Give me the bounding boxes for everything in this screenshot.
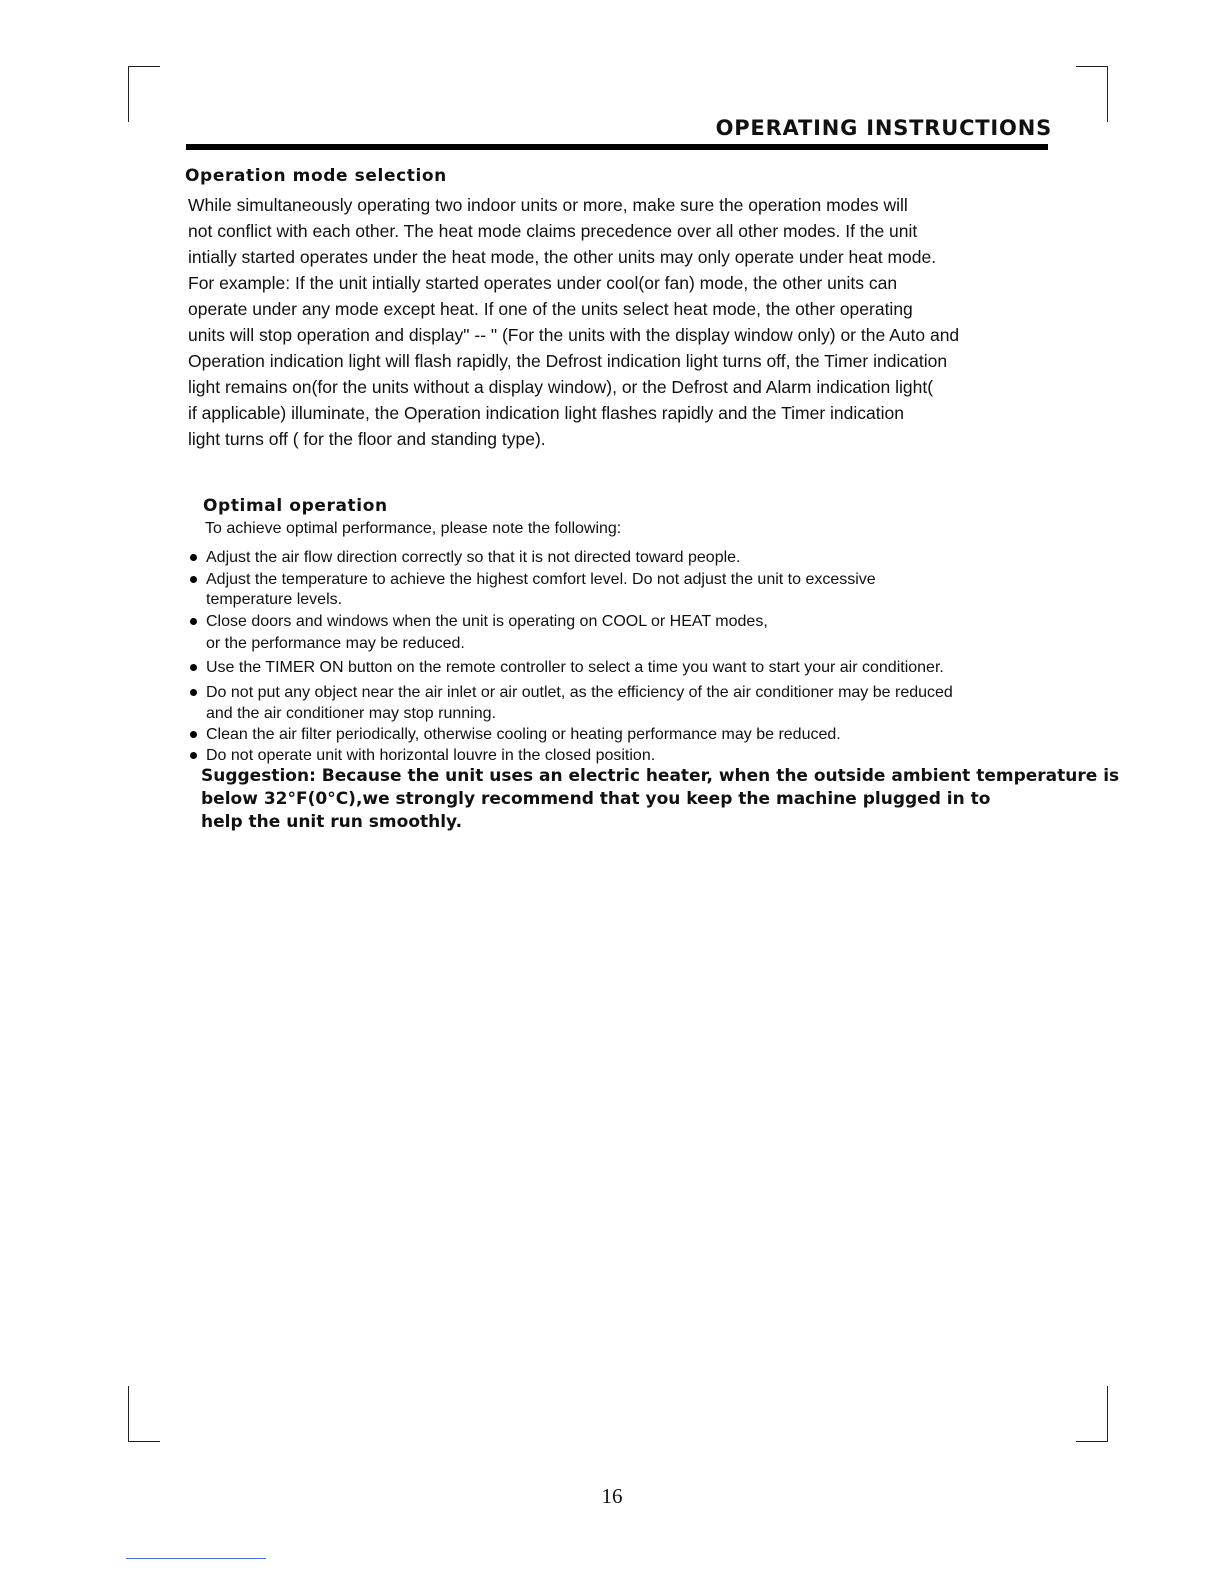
paragraph-line: units will stop operation and display" -- " (For the units with the display window only) or the Auto and: [188, 325, 960, 345]
suggestion-note: [201, 765, 1121, 834]
operation-mode-paragraph: [188, 192, 1128, 452]
crop-mark-bottom-left-vertical: [128, 1386, 129, 1442]
optimal-operation-heading: Optimal operation: [203, 496, 388, 516]
crop-mark-top-left-vertical: [128, 66, 129, 122]
crop-mark-top-right-vertical: [1107, 66, 1108, 122]
paragraph-line: light turns off ( for the floor and standing type).: [188, 429, 546, 449]
paragraph-line: intially started operates under the heat mode, the other units may only operate under heat mode.: [188, 247, 937, 267]
crop-mark-top-left-horizontal: [128, 66, 160, 67]
crop-mark-top-right-horizontal: [1076, 66, 1108, 67]
operation-mode-heading: Operation mode selection: [185, 166, 447, 186]
crop-mark-bottom-right-horizontal: [1076, 1441, 1108, 1442]
paragraph-line: While simultaneously operating two indoor units or more, make sure the operation modes will: [188, 195, 908, 215]
bullet-icon: [190, 731, 197, 738]
header-rule: [186, 144, 1048, 150]
suggestion-line: help the unit run smoothly.: [201, 812, 463, 832]
bullet-icon: [190, 554, 197, 561]
bullet-icon: [190, 618, 197, 625]
paragraph-line: if applicable) illuminate, the Operation indication light flashes rapidly and the Timer indication: [188, 403, 904, 423]
paragraph-line: For example: If the unit intially started operates under cool(or fan) mode, the other units can: [188, 273, 898, 293]
bullet-icon: [190, 689, 197, 696]
paragraph-line: operate under any mode except heat. If one of the units select heat mode, the other operating: [188, 299, 913, 319]
suggestion-line: Suggestion: Because the unit uses an electric heater, when the outside ambient temperature is: [201, 766, 1120, 786]
bullet-icon: [190, 752, 197, 759]
optimal-operation-intro: To achieve optimal performance, please note the following:: [205, 520, 622, 537]
bullet-icon: [190, 576, 197, 583]
crop-mark-bottom-right-vertical: [1107, 1386, 1108, 1442]
paragraph-line: not conflict with each other. The heat mode claims precedence over all other modes. If the unit: [188, 221, 918, 241]
bullet-icon: [190, 664, 197, 671]
paragraph-line: light remains on(for the units without a display window), or the Defrost and Alarm indication light(: [188, 377, 934, 397]
page-header-title: OPERATING INSTRUCTIONS: [715, 116, 1052, 140]
page-number: 16: [601, 1484, 623, 1508]
crop-mark-bottom-left-horizontal: [128, 1441, 160, 1442]
paragraph-line: Operation indication light will flash rapidly, the Defrost indication light turns off, the Timer indication: [188, 351, 948, 371]
suggestion-line: below 32°F(0°C),we strongly recommend that you keep the machine plugged in to: [201, 789, 991, 809]
footer-link-underline: [126, 1558, 266, 1559]
